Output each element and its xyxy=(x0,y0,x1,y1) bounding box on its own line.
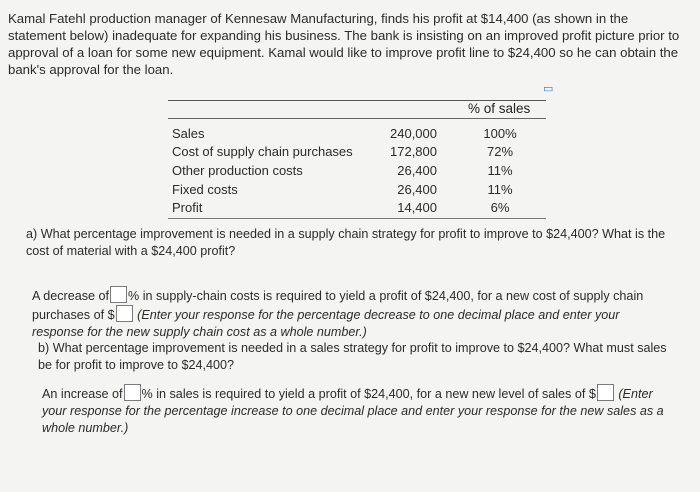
answer-b-hint: (Enter your response for the percentage increase to one decimal place and enter your response for the new sales as a whole number.) xyxy=(42,387,664,435)
new-supply-cost-input[interactable] xyxy=(116,305,133,322)
row-pct: 6% xyxy=(490,200,510,215)
answer-b-text-2: % in sales is required to yield a profit of $24,400, for a new new level of sales of $ xyxy=(141,387,596,401)
pct-decrease-input[interactable] xyxy=(110,286,127,303)
new-sales-input[interactable] xyxy=(597,384,614,401)
row-pct: 11% xyxy=(487,182,513,197)
answer-a xyxy=(32,286,672,341)
answer-a-text-1: A decrease of xyxy=(32,289,110,303)
answer-a-text-2: % in supply-chain costs is required to yield a profit of $24,400, for a new cost of supply chain purchases of $ xyxy=(32,289,644,322)
row-label: Sales xyxy=(172,126,205,141)
reset-icon[interactable]: ▭ xyxy=(543,83,554,95)
row-pct: 11% xyxy=(487,163,513,178)
pct-of-sales-header: % of sales xyxy=(468,101,531,116)
answer-a-hint: (Enter your response for the percentage decrease to one decimal place and enter your response for the new supply chain cost as a whole number.) xyxy=(32,308,620,339)
row-label: Profit xyxy=(172,200,203,215)
row-amount: 240,000 xyxy=(390,126,437,141)
problem-statement: Kamal Fatehl production manager of Kennesaw Manufacturing, finds his profit at $14,400 (as shown in the statement below) inadequate for expanding his business. The bank is insisting on an improved profit picture prior to approval of a loan for some new equipment. Kamal would like to improve profit line to $24,400 so he can obtain the bank's approval for the loan. xyxy=(8,11,680,77)
table-header-rule xyxy=(168,118,546,119)
answer-b xyxy=(42,384,668,437)
row-amount: 172,800 xyxy=(390,144,437,159)
row-label: Cost of supply chain purchases xyxy=(172,144,353,159)
row-label: Other production costs xyxy=(172,163,303,178)
row-amount: 26,400 xyxy=(397,163,437,178)
row-pct: 72% xyxy=(486,144,514,159)
row-amount: 26,400 xyxy=(397,182,437,197)
row-label: Fixed costs xyxy=(172,182,238,197)
question-b: b) What percentage improvement is needed in a sales strategy for profit to improve to $24,400? What must sales be for profit to improve to $24,400? xyxy=(38,341,667,372)
row-pct: 100% xyxy=(483,126,517,141)
row-amount: 14,400 xyxy=(397,200,437,215)
table-bottom-rule xyxy=(168,218,546,219)
income-statement-table xyxy=(168,96,546,218)
pct-increase-input[interactable] xyxy=(124,384,141,401)
question-a: a) What percentage improvement is needed in a supply chain strategy for profit to improve to $24,400? What is the cost of material with a $24,400 profit? xyxy=(26,227,666,258)
answer-b-text-1: An increase of xyxy=(42,387,123,401)
